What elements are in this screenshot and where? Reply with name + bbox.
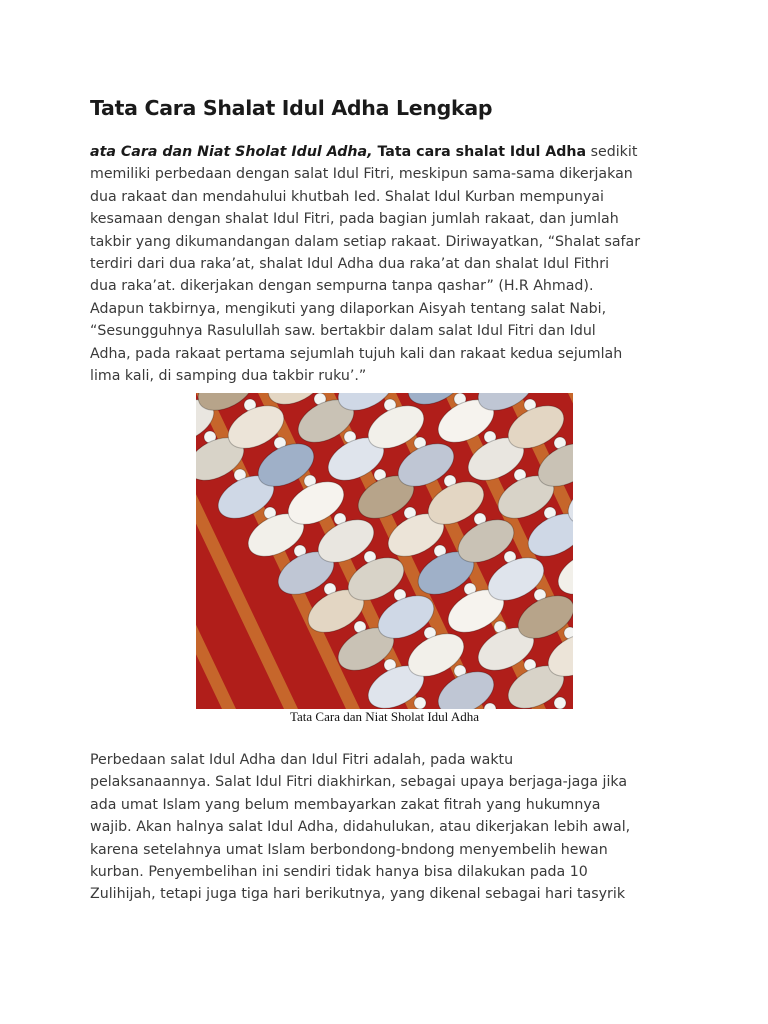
body-line: wajib. Akan halnya salat Idul Adha, didahulukan, atau dikerjakan lebih awal, [90,819,631,836]
lead-bold-text: Tata cara shalat Idul Adha [372,144,587,160]
intro-line: terdiri dari dua raka’at, shalat Idul Adha dua raka’at dan shalat Idul Fithri [90,256,610,273]
body-line: karena setelahnya umat Islam berbondong-bndong menyembelih hewan [90,841,608,858]
lead-italic-text: ata Cara dan Niat Sholat Idul Adha, [90,144,373,160]
intro-line: memiliki perbedaan dengan salat Idul Fitri, meskipun sama-sama dikerjakan [90,166,633,183]
intro-line: takbir yang dikumandangan dalam setiap rakaat. Diriwayatkan, “Shalat safar [90,233,641,250]
intro-line: dua raka’at. dikerjakan dengan sempurna tanpa qashar” (H.R Ahmad). [90,278,594,295]
body-line: pelaksanaannya. Salat Idul Fitri diakhirkan, sebagai upaya berjaga-jaga jika [90,774,628,791]
intro-line: “Sesungguhnya Rasulullah saw. bertakbir dalam salat Idul Fitri dan Idul [90,323,596,340]
prayer-photo [196,393,573,709]
figure-caption: Tata Cara dan Niat Sholat Idul Adha [290,709,479,724]
lead-rest-text: sedikit [586,144,638,160]
body-line: ada umat Islam yang belum membayarkan zakat fitrah yang hukumnya [90,796,601,813]
page-title: Tata Cara Shalat Idul Adha Lengkap [90,96,493,120]
body-line: Perbedaan salat Idul Adha dan Idul Fitri adalah, pada waktu [90,752,514,768]
intro-line: Adha, pada rakaat pertama sejumlah tujuh kali dan rakaat kedua sejumlah [90,345,623,362]
intro-line: lima kali, di samping dua takbir ruku’.” [90,368,367,385]
prayer-illustration [196,393,573,709]
body-line: Zulihijah, tetapi juga tiga hari berikutnya, yang dikenal sebagai hari tasyrik [90,886,626,903]
body-line: kurban. Penyembelihan ini sendiri tidak hanya bisa dilakukan pada 10 [90,864,588,881]
intro-line: Adapun takbirnya, mengikuti yang dilaporkan Aisyah tentang salat Nabi, [90,300,607,317]
intro-paragraph [90,141,678,387]
intro-first-line [90,141,678,163]
intro-line: kesamaan dengan shalat Idul Fitri, pada bagian jumlah rakaat, dan jumlah [90,211,619,228]
intro-line: dua rakaat dan mendahului khutbah Ied. Shalat Idul Kurban mempunyai [90,188,604,205]
body-paragraph [90,749,678,906]
